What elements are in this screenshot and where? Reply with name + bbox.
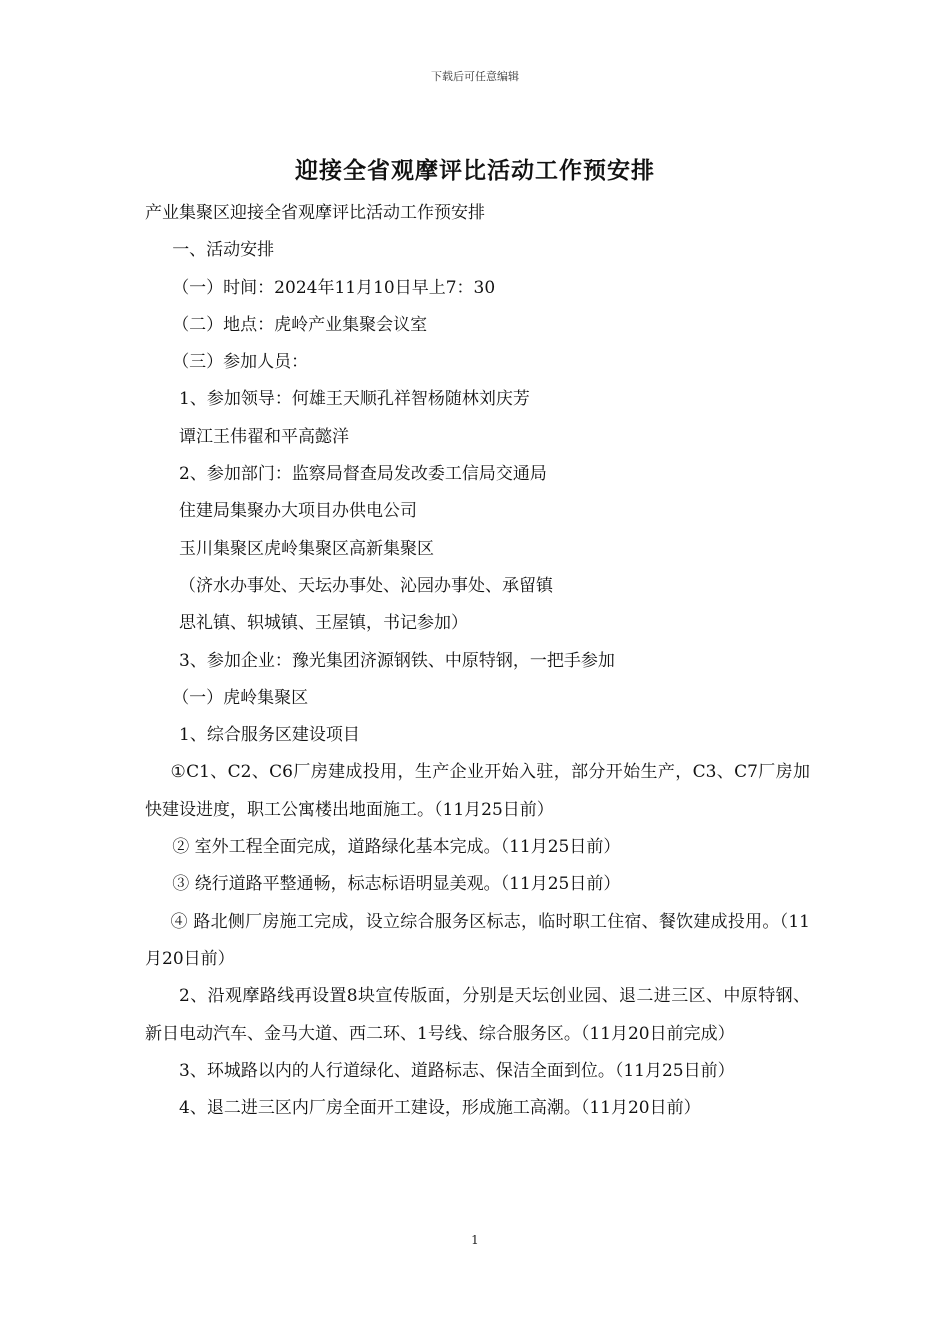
doc-paragraph-sidewalks: 3、环城路以内的人行道绿化、道路标志、保洁全面到位。（11月25日前）	[179, 1060, 735, 1081]
doc-paragraph-item-1: ①C1、C2、C6厂房建成投用，生产企业开始入驻，部分开始生产，C3、C7厂房加快建设进度，职工公寓楼出地面施工。（11月25日前）	[145, 762, 810, 820]
doc-line-zones: 玉川集聚区虎岭集聚区高新集聚区	[179, 538, 434, 559]
doc-paragraph-item-4: ④ 路北侧厂房施工完成，设立综合服务区标志，临时职工住宿、餐饮建成投用。（11月20日前）	[145, 911, 810, 969]
doc-line-subtitle: 产业集聚区迎接全省观摩评比活动工作预安排	[145, 203, 485, 223]
doc-line-section-heading: 一、活动安排	[172, 240, 275, 261]
doc-line-offices: （济水办事处、天坛办事处、沁园办事处、承留镇	[179, 575, 553, 596]
page-header-note: 下载后可任意编辑	[431, 70, 519, 83]
doc-line-enterprises: 3、参加企业：豫光集团济源钢铁、中原特钢，一把手参加	[179, 650, 615, 671]
doc-line-departments-cont: 住建局集聚办大项目办供电公司	[179, 501, 417, 522]
document-body	[145, 195, 810, 1127]
doc-line-location: （二）地点：虎岭产业集聚会议室	[172, 314, 428, 335]
document-title: 迎接全省观摩评比活动工作预安排	[295, 157, 655, 184]
doc-line-leaders: 1、参加领导：何雄王天顺孔祥智杨随林刘庆芳	[179, 389, 530, 410]
page-number: 1	[471, 1233, 479, 1247]
doc-paragraph-billboards: 2、沿观摩路线再设置8块宣传版面，分别是天坛创业园、退二进三区、中原特钢、新日电动汽车、金马大道、西二环、1号线、综合服务区。（11月20日前完成）	[145, 986, 810, 1044]
doc-line-item-3: ③ 绕行道路平整通畅，标志标语明显美观。（11月25日前）	[172, 874, 621, 895]
doc-line-offices-cont: 思礼镇、轵城镇、王屋镇，书记参加）	[179, 613, 468, 634]
doc-line-departments: 2、参加部门：监察局督查局发改委工信局交通局	[179, 464, 547, 485]
doc-paragraph-factories: 4、退二进三区内厂房全面开工建设，形成施工高潮。（11月20日前）	[179, 1098, 701, 1119]
doc-line-participants: （三）参加人员：	[172, 352, 309, 373]
doc-line-service-area-project: 1、综合服务区建设项目	[179, 725, 360, 746]
doc-line-time: （一）时间：2024年11月10日早上7：30	[172, 277, 496, 298]
doc-line-huling-heading: （一）虎岭集聚区	[172, 687, 309, 708]
doc-line-item-2: ② 室外工程全面完成，道路绿化基本完成。（11月25日前）	[172, 837, 621, 858]
doc-line-leaders-cont: 谭江王伟翟和平高懿洋	[179, 426, 349, 447]
